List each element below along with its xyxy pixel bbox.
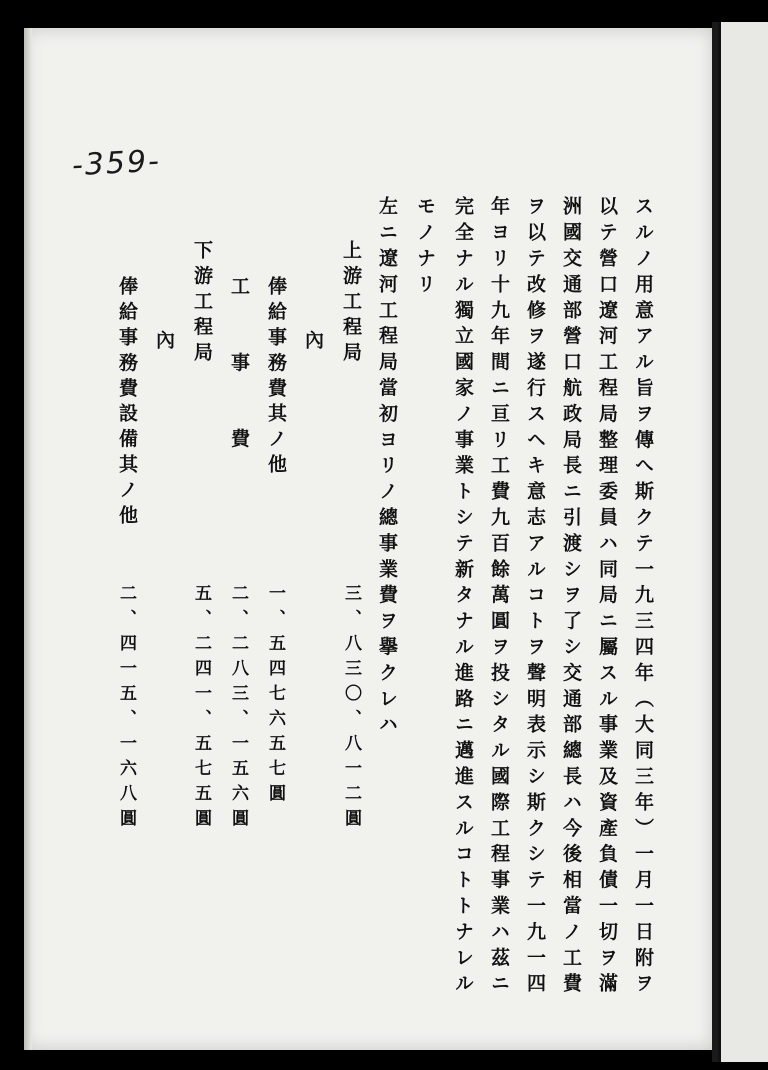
upper-breakdown-label: 內 <box>302 330 324 356</box>
upper-works-label: 工 事 費 <box>228 276 250 454</box>
lower-bureau-total: 五、二四一、五七五圓 <box>191 584 211 834</box>
lower-breakdown-label: 內 <box>153 330 175 356</box>
body-column-4: ヲ以テ改修ヲ遂行スヘキ意志アルコトヲ聲明表示シ斯クシテ一九一四 <box>524 196 546 999</box>
adjacent-page-edge <box>718 22 768 1062</box>
upper-salaries-label: 俸給事務費其ノ他 <box>265 276 287 480</box>
lower-bureau-label: 下游工程局 <box>191 240 213 367</box>
handwritten-page-number: -359- <box>71 143 162 184</box>
body-column-7: モノナリ <box>414 196 436 300</box>
body-column-2: 以テ營口遼河工程局整理委員ハ同局ニ屬スル事業及資產負債一切ヲ滿 <box>596 196 618 999</box>
body-column-1: スルノ用意アル旨ヲ傳へ斯クテ一九三四年（大同三年）一月一日附ヲ <box>632 196 654 999</box>
body-column-6: 完全ナル獨立國家ノ事業トシテ新タナル進路ニ邁進スルコトトナレル <box>452 196 474 999</box>
lower-salaries-amount: 二、四一五、一六八圓 <box>116 584 136 834</box>
page-edge-shadow <box>24 28 32 1050</box>
body-column-8: 左ニ遼河工程局當初ヨリノ總事業費ヲ擧クレハ <box>376 196 398 740</box>
body-column-3: 洲國交通部營口航政局長ニ引渡シヲ了シ交通部總長ハ今後相當ノ工費 <box>560 196 582 999</box>
upper-bureau-total: 三、八三〇、八一二圓 <box>341 584 361 834</box>
upper-bureau-label: 上游工程局 <box>340 240 362 367</box>
lower-salaries-label: 俸給事務費設備其ノ他 <box>116 276 138 530</box>
body-column-5: 年ヨリ十九年間ニ亘リ工費九百餘萬圓ヲ投シタル國際工程事業ハ茲ニ <box>488 196 510 999</box>
upper-salaries-amount: 一、五四七六五七圓 <box>265 584 285 809</box>
upper-works-amount: 二、二八三、一五六圓 <box>228 584 248 834</box>
